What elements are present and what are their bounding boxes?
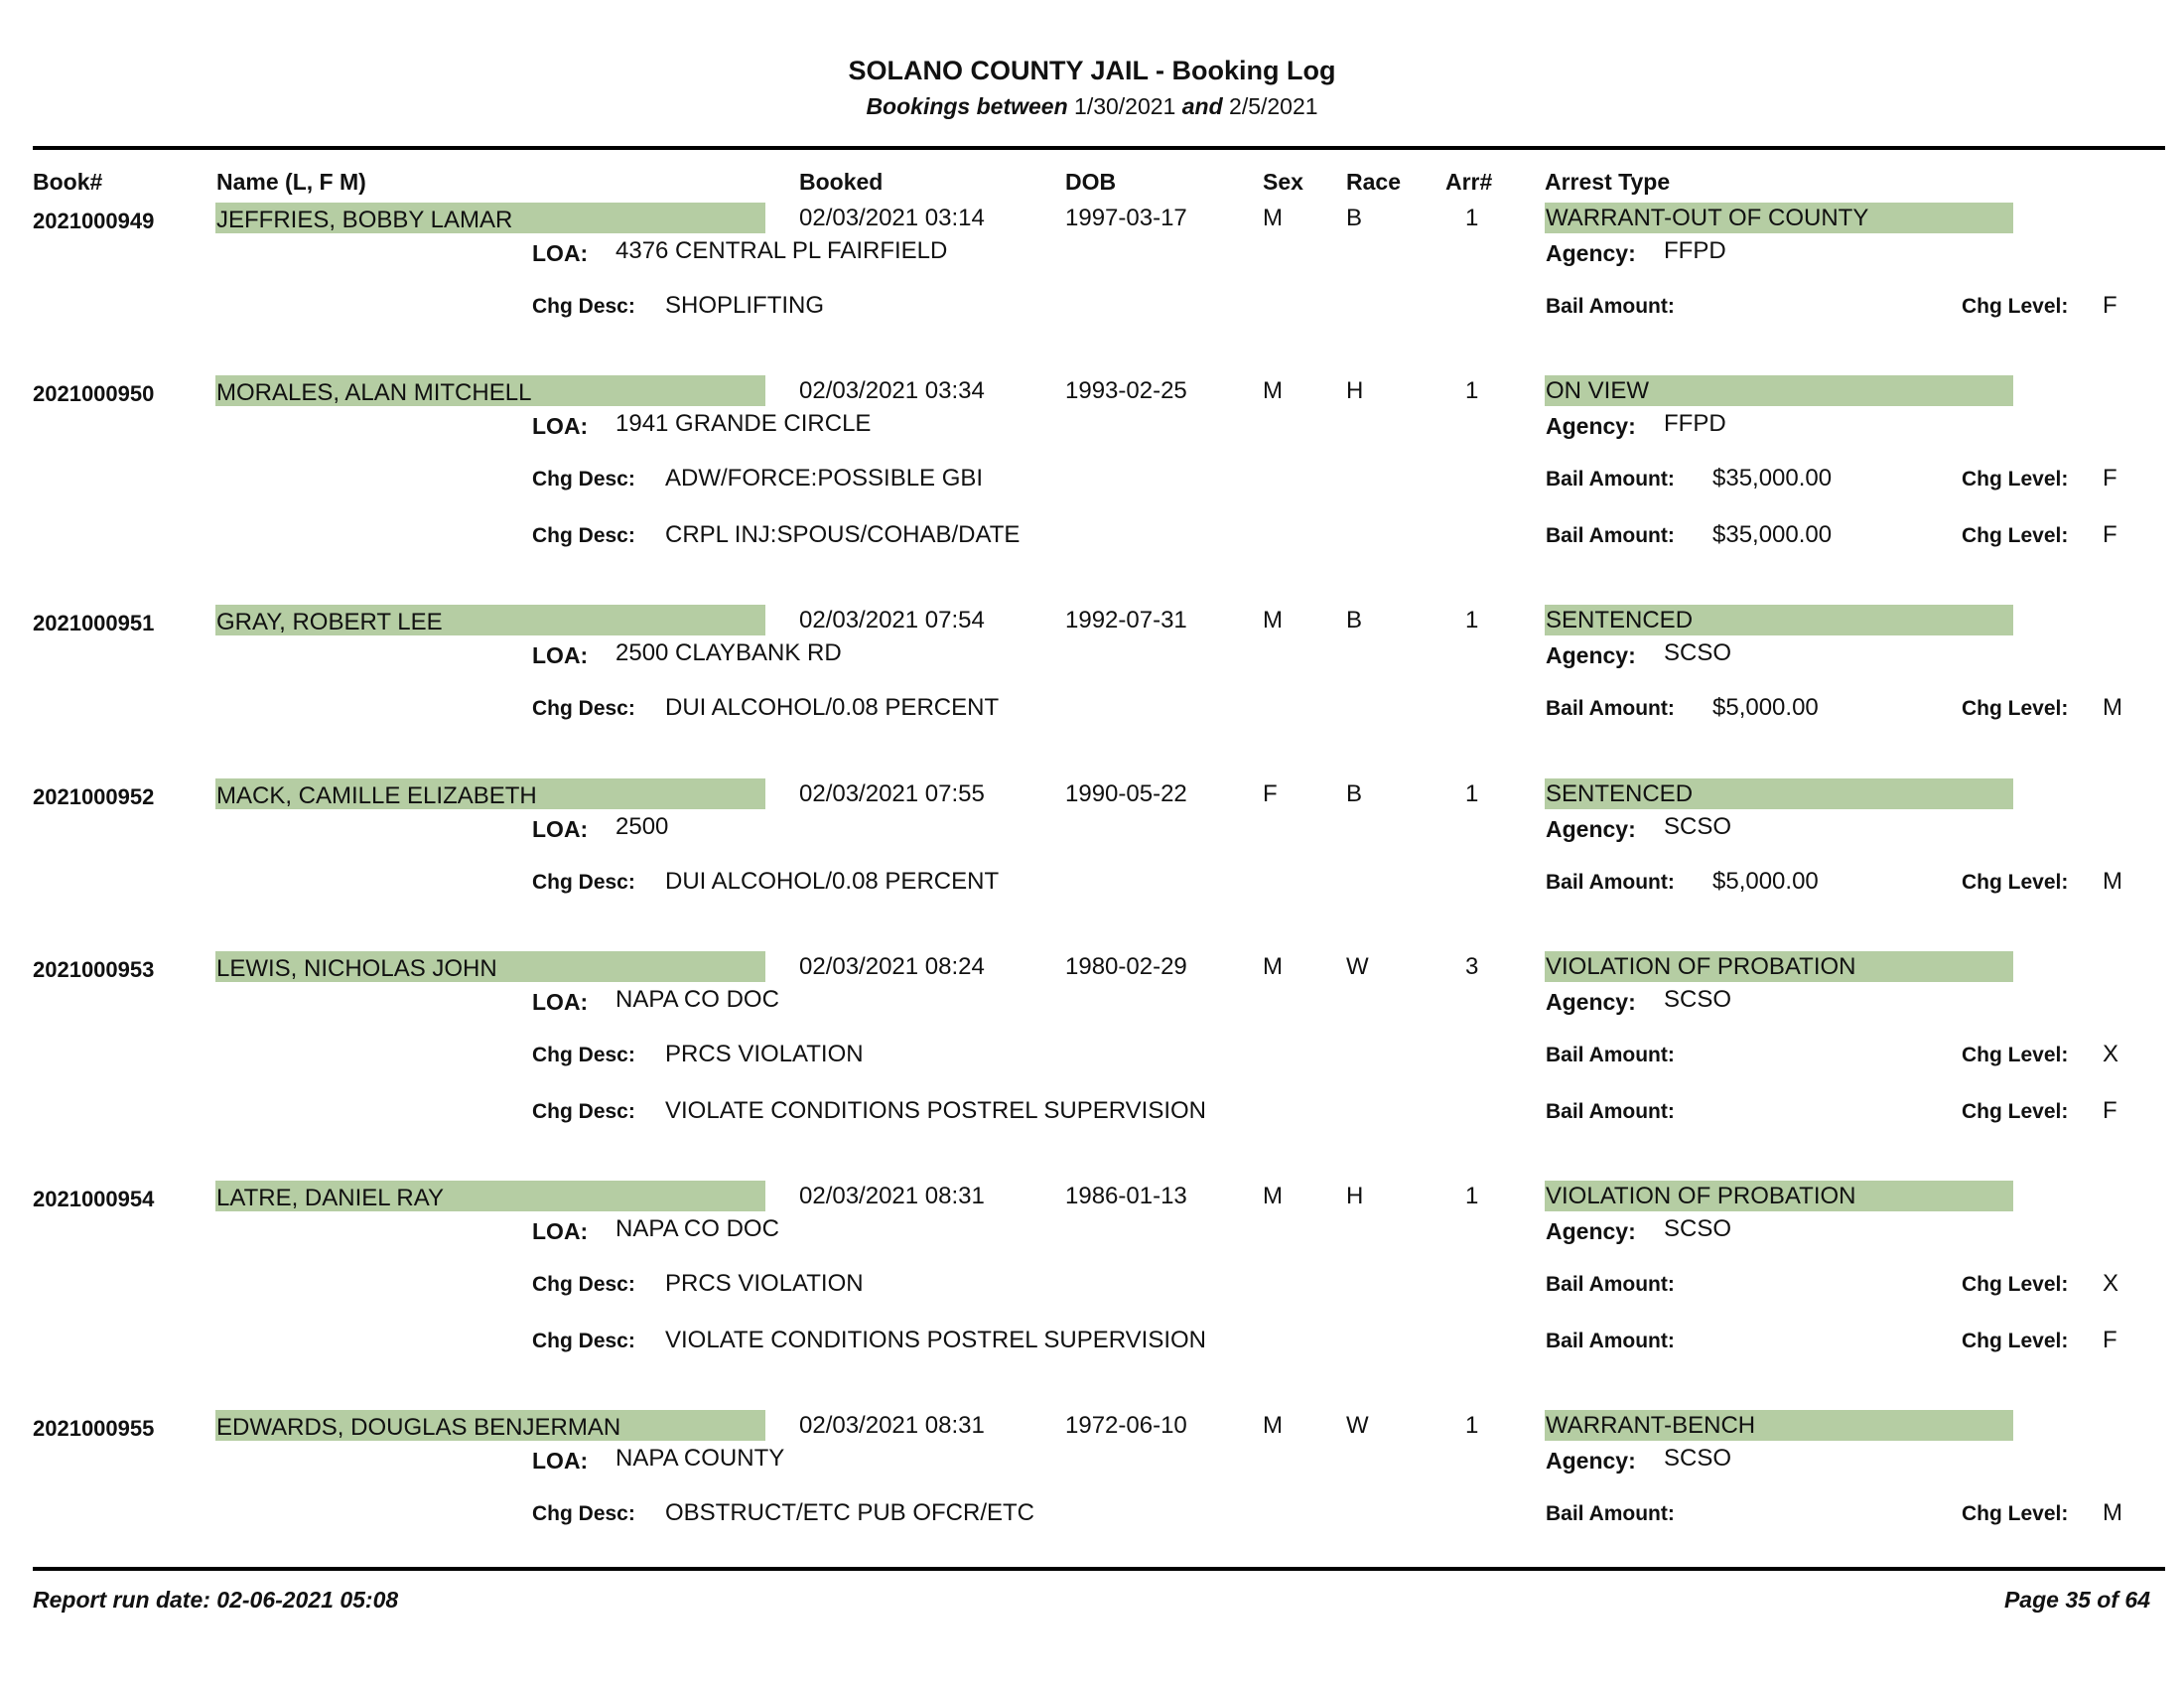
chg-desc-label: Chg Desc:	[532, 1044, 635, 1066]
header-race: Race	[1346, 169, 1401, 195]
arrest-type: ON VIEW	[1546, 377, 1650, 404]
chg-level-value: M	[2103, 868, 2122, 895]
loa-value: 1941 GRANDE CIRCLE	[615, 410, 872, 437]
chg-desc-value: SHOPLIFTING	[665, 292, 825, 319]
loa-label: LOA:	[532, 413, 589, 439]
header-arr: Arr#	[1445, 169, 1493, 195]
dob: 1986-01-13	[1065, 1183, 1187, 1209]
sex: M	[1263, 1412, 1283, 1439]
inmate-name: LEWIS, NICHOLAS JOHN	[216, 955, 497, 982]
report-subtitle	[0, 93, 2184, 120]
agency-value: SCSO	[1664, 639, 1732, 666]
agency-value: SCSO	[1664, 1445, 1732, 1472]
chg-desc-value: VIOLATE CONDITIONS POSTREL SUPERVISION	[665, 1097, 1207, 1124]
agency-label: Agency:	[1546, 1218, 1636, 1244]
agency-label: Agency:	[1546, 413, 1636, 439]
booked-datetime: 02/03/2021 07:55	[799, 780, 985, 807]
arr-number: 3	[1465, 953, 1479, 980]
chg-level-label: Chg Level:	[1962, 1330, 2069, 1352]
chg-level-value: F	[2103, 1097, 2117, 1124]
agency-value: SCSO	[1664, 986, 1732, 1013]
arrest-type: VIOLATION OF PROBATION	[1546, 953, 1856, 980]
arrest-type: WARRANT-BENCH	[1546, 1412, 1756, 1439]
bail-amount-label: Bail Amount:	[1546, 468, 1675, 491]
sex: M	[1263, 205, 1283, 231]
inmate-name: EDWARDS, DOUGLAS BENJERMAN	[216, 1414, 621, 1441]
sex: M	[1263, 607, 1283, 633]
chg-level-label: Chg Level:	[1962, 697, 2069, 720]
arrest-type: VIOLATION OF PROBATION	[1546, 1183, 1856, 1209]
agency-label: Agency:	[1546, 989, 1636, 1015]
bail-amount-label: Bail Amount:	[1546, 1273, 1675, 1296]
bail-amount-label: Bail Amount:	[1546, 295, 1675, 318]
header-sex: Sex	[1263, 169, 1303, 195]
date-from: 1/30/2021	[1074, 93, 1176, 119]
bail-amount-label: Bail Amount:	[1546, 1330, 1675, 1352]
booked-datetime: 02/03/2021 03:34	[799, 377, 985, 404]
dob: 1980-02-29	[1065, 953, 1187, 980]
inmate-name: MACK, CAMILLE ELIZABETH	[216, 782, 537, 809]
sex: M	[1263, 377, 1283, 404]
chg-desc-value: VIOLATE CONDITIONS POSTREL SUPERVISION	[665, 1327, 1207, 1353]
bail-amount-label: Bail Amount:	[1546, 697, 1675, 720]
chg-level-value: M	[2103, 694, 2122, 721]
header-name: Name (L, F M)	[216, 169, 366, 195]
chg-level-label: Chg Level:	[1962, 1502, 2069, 1525]
bail-amount-label: Bail Amount:	[1546, 1100, 1675, 1123]
chg-level-value: X	[2103, 1041, 2119, 1067]
book-number: 2021000954	[33, 1187, 155, 1211]
arrest-type: SENTENCED	[1546, 607, 1694, 633]
chg-desc-value: DUI ALCOHOL/0.08 PERCENT	[665, 868, 1000, 895]
bail-amount-value: $35,000.00	[1712, 465, 1833, 492]
chg-desc-label: Chg Desc:	[532, 295, 635, 318]
loa-label: LOA:	[532, 989, 589, 1015]
chg-level-label: Chg Level:	[1962, 1100, 2069, 1123]
chg-level-value: X	[2103, 1270, 2119, 1297]
arrest-type: WARRANT-OUT OF COUNTY	[1546, 205, 1869, 231]
arrest-type: SENTENCED	[1546, 780, 1694, 807]
booked-datetime: 02/03/2021 08:31	[799, 1412, 985, 1439]
sex: F	[1263, 780, 1278, 807]
book-number: 2021000955	[33, 1416, 155, 1441]
loa-value: NAPA CO DOC	[615, 1215, 779, 1242]
page-number: Page 35 of 64	[2003, 1587, 2150, 1613]
loa-value: 4376 CENTRAL PL FAIRFIELD	[615, 237, 948, 264]
dob: 1990-05-22	[1065, 780, 1187, 807]
loa-value: 2500 CLAYBANK RD	[615, 639, 842, 666]
chg-desc-label: Chg Desc:	[532, 1273, 635, 1296]
date-to: 2/5/2021	[1229, 93, 1318, 119]
chg-desc-label: Chg Desc:	[532, 1100, 635, 1123]
race: B	[1346, 607, 1363, 633]
agency-label: Agency:	[1546, 1448, 1636, 1474]
loa-value: 2500	[615, 813, 669, 840]
booked-datetime: 02/03/2021 08:24	[799, 953, 985, 980]
inmate-name: GRAY, ROBERT LEE	[216, 609, 443, 635]
bail-amount-label: Bail Amount:	[1546, 524, 1675, 547]
chg-desc-label: Chg Desc:	[532, 524, 635, 547]
bail-amount-label: Bail Amount:	[1546, 871, 1675, 894]
bail-amount-label: Bail Amount:	[1546, 1502, 1675, 1525]
dob: 1992-07-31	[1065, 607, 1187, 633]
chg-desc-label: Chg Desc:	[532, 1330, 635, 1352]
inmate-name: LATRE, DANIEL RAY	[216, 1185, 444, 1211]
booked-datetime: 02/03/2021 07:54	[799, 607, 985, 633]
arr-number: 1	[1465, 377, 1479, 404]
race: H	[1346, 1183, 1364, 1209]
header-arrest-type: Arrest Type	[1545, 169, 1671, 195]
subtitle-and: and	[1181, 93, 1223, 119]
subtitle-prefix: Bookings between	[866, 93, 1068, 119]
chg-desc-value: DUI ALCOHOL/0.08 PERCENT	[665, 694, 1000, 721]
chg-desc-value: ADW/FORCE:POSSIBLE GBI	[665, 465, 984, 492]
loa-label: LOA:	[532, 816, 589, 842]
header-dob: DOB	[1065, 169, 1117, 195]
dob: 1972-06-10	[1065, 1412, 1187, 1439]
chg-level-value: F	[2103, 292, 2117, 319]
loa-value: NAPA CO DOC	[615, 986, 779, 1013]
booked-datetime: 02/03/2021 03:14	[799, 205, 985, 231]
inmate-name: MORALES, ALAN MITCHELL	[216, 379, 532, 406]
race: B	[1346, 205, 1363, 231]
chg-desc-label: Chg Desc:	[532, 468, 635, 491]
loa-label: LOA:	[532, 1218, 589, 1244]
agency-value: SCSO	[1664, 1215, 1732, 1242]
race: H	[1346, 377, 1364, 404]
chg-desc-value: CRPL INJ:SPOUS/COHAB/DATE	[665, 521, 1021, 548]
chg-desc-value: PRCS VIOLATION	[665, 1270, 864, 1297]
agency-value: SCSO	[1664, 813, 1732, 840]
loa-label: LOA:	[532, 1448, 589, 1474]
bail-amount-value: $35,000.00	[1712, 521, 1833, 548]
arr-number: 1	[1465, 607, 1479, 633]
chg-desc-value: OBSTRUCT/ETC PUB OFCR/ETC	[665, 1499, 1035, 1526]
race: W	[1346, 1412, 1369, 1439]
inmate-name: JEFFRIES, BOBBY LAMAR	[216, 207, 513, 233]
arr-number: 1	[1465, 1183, 1479, 1209]
chg-level-label: Chg Level:	[1962, 295, 2069, 318]
chg-level-value: F	[2103, 1327, 2117, 1353]
top-rule	[33, 146, 2165, 150]
race: W	[1346, 953, 1369, 980]
bail-amount-value: $5,000.00	[1712, 868, 1819, 895]
chg-level-label: Chg Level:	[1962, 871, 2069, 894]
loa-label: LOA:	[532, 240, 589, 266]
bail-amount-value: $5,000.00	[1712, 694, 1819, 721]
agency-value: FFPD	[1664, 237, 1726, 264]
agency-label: Agency:	[1546, 642, 1636, 668]
agency-label: Agency:	[1546, 816, 1636, 842]
book-number: 2021000953	[33, 957, 155, 982]
chg-level-label: Chg Level:	[1962, 1273, 2069, 1296]
loa-label: LOA:	[532, 642, 589, 668]
arr-number: 1	[1465, 205, 1479, 231]
header-book: Book#	[33, 169, 103, 195]
bottom-rule	[33, 1567, 2165, 1571]
agency-label: Agency:	[1546, 240, 1636, 266]
chg-level-value: M	[2103, 1499, 2122, 1526]
chg-level-value: F	[2103, 465, 2117, 492]
dob: 1993-02-25	[1065, 377, 1187, 404]
book-number: 2021000952	[33, 784, 155, 809]
booked-datetime: 02/03/2021 08:31	[799, 1183, 985, 1209]
chg-level-label: Chg Level:	[1962, 468, 2069, 491]
report-title: SOLANO COUNTY JAIL - Booking Log	[848, 56, 1336, 85]
sex: M	[1263, 1183, 1283, 1209]
chg-level-label: Chg Level:	[1962, 524, 2069, 547]
chg-desc-label: Chg Desc:	[532, 871, 635, 894]
bail-amount-label: Bail Amount:	[1546, 1044, 1675, 1066]
dob: 1997-03-17	[1065, 205, 1187, 231]
chg-level-label: Chg Level:	[1962, 1044, 2069, 1066]
book-number: 2021000949	[33, 209, 155, 233]
chg-desc-value: PRCS VIOLATION	[665, 1041, 864, 1067]
report-run-date: Report run date: 02-06-2021 05:08	[33, 1587, 399, 1613]
arr-number: 1	[1465, 1412, 1479, 1439]
header-booked: Booked	[799, 169, 884, 195]
chg-desc-label: Chg Desc:	[532, 697, 635, 720]
agency-value: FFPD	[1664, 410, 1726, 437]
sex: M	[1263, 953, 1283, 980]
book-number: 2021000951	[33, 611, 155, 635]
race: B	[1346, 780, 1363, 807]
book-number: 2021000950	[33, 381, 155, 406]
chg-desc-label: Chg Desc:	[532, 1502, 635, 1525]
arr-number: 1	[1465, 780, 1479, 807]
loa-value: NAPA COUNTY	[615, 1445, 785, 1472]
chg-level-value: F	[2103, 521, 2117, 548]
